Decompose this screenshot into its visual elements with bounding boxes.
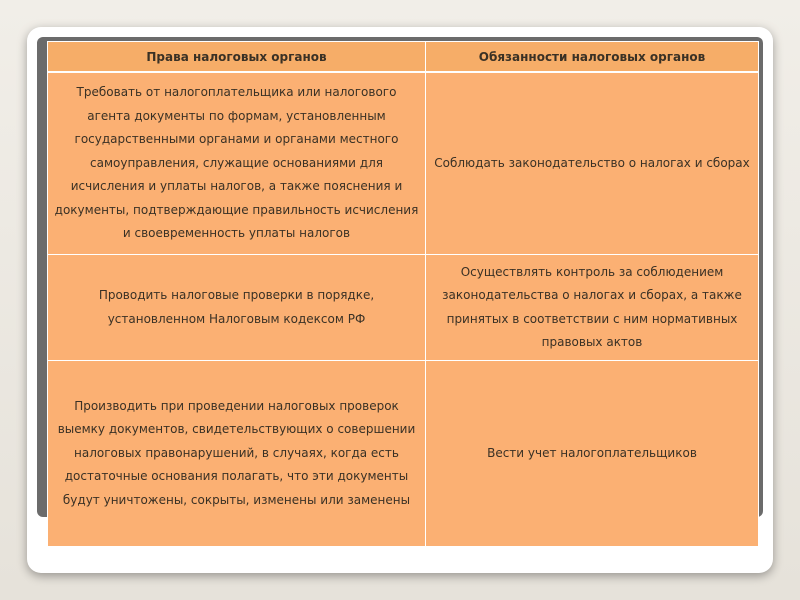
duty-cell: Соблюдать законодательство о налогах и сборах [426, 72, 759, 255]
duty-cell: Вести учет налогоплательщиков [426, 361, 759, 547]
right-cell: Проводить налоговые проверки в порядке, установленном Налоговым кодексом РФ [48, 255, 426, 361]
header-rights: Права налоговых органов [48, 42, 426, 73]
header-duties: Обязанности налоговых органов [426, 42, 759, 73]
duty-cell: Осуществлять контроль за соблюдением законодательства о налогах и сборах, а также принятых в соответствии с ним нормативных правовых актов [426, 255, 759, 361]
table-row [48, 361, 759, 547]
table-header-row [48, 42, 759, 73]
right-cell: Требовать от налогоплательщика или налогового агента документы по формам, установленным государственными органами и органами местного самоуправления, служащие основаниями для исчисления и уплаты налогов, а также пояснения и документы, подтверждающие правильность исчисления и своевременность уплаты налогов [48, 72, 426, 255]
table-row [48, 255, 759, 361]
table-row [48, 72, 759, 255]
right-cell: Производить при проведении налоговых проверок выемку документов, свидетельствующих о совершении налоговых правонарушений, в случаях, когда есть достаточные основания полагать, что эти документы будут уничтожены, сокрыты, изменены или заменены [48, 361, 426, 547]
tax-authority-table [47, 41, 759, 547]
